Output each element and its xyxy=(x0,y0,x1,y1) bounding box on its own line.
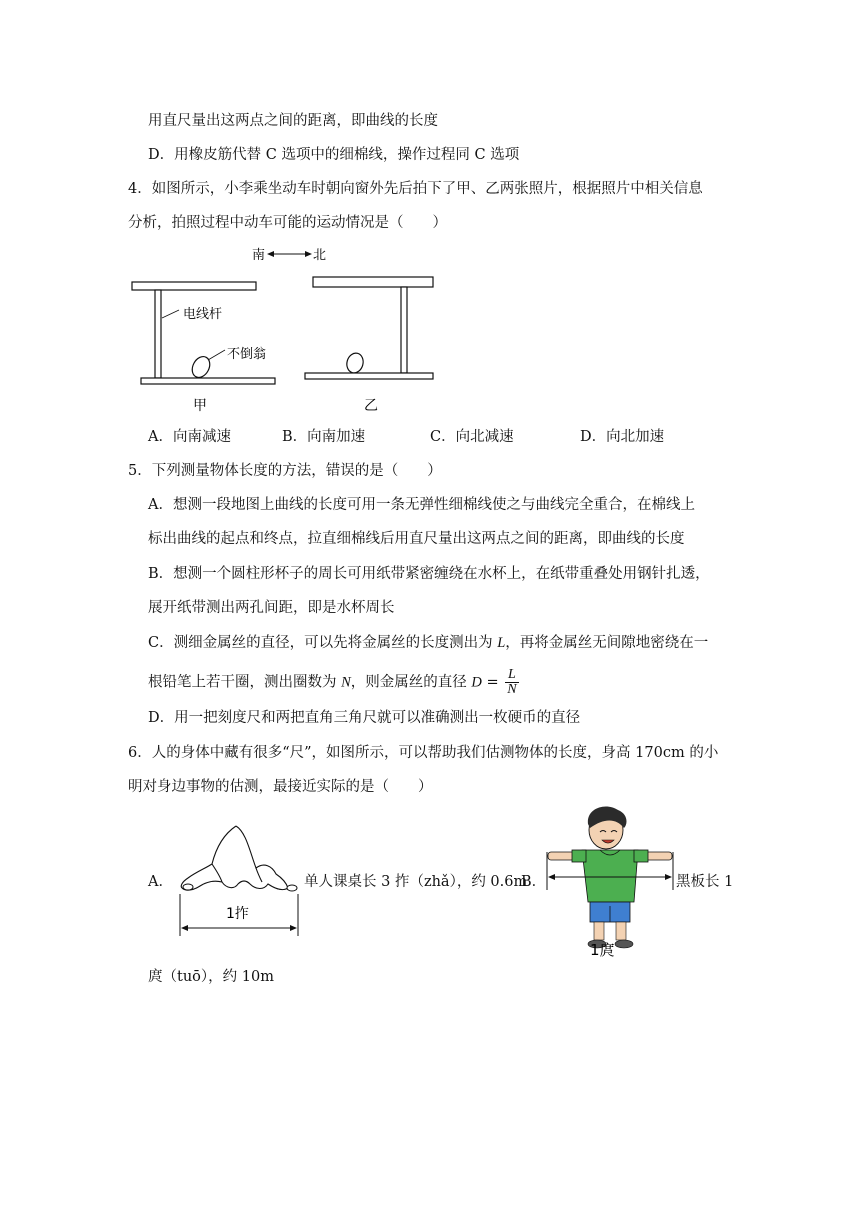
numerator: L xyxy=(505,668,518,683)
q6-stem-line2: 明对身边事物的估测，最接近实际的是（ ） xyxy=(128,779,433,795)
q4-stem-line2: 分析，拍照过程中动车可能的运动情况是（ ） xyxy=(128,215,447,231)
south-label: 南 xyxy=(252,248,266,263)
q6-option-b-continuation: 庹（tuō），约 10m xyxy=(148,969,274,985)
q4-stem-line1: 4．如图所示，小李乘坐动车时朝向窗外先后拍下了甲、乙两张照片，根据照片中相关信息 xyxy=(128,181,703,197)
q3-option-d: D．用橡皮筋代替 C 选项中的细棉线，操作过程同 C 选项 xyxy=(148,147,520,163)
pole-crossbar xyxy=(313,277,433,287)
q4-option-c: C．向北减速 xyxy=(430,429,514,445)
q5-option-b-line2: 展开纸带测出两孔间距，即是水杯周长 xyxy=(148,600,395,616)
photo-jia xyxy=(132,282,275,414)
north-label: 北 xyxy=(313,248,327,263)
arrowhead-south xyxy=(267,251,274,257)
q4-option-a: A．向南减速 xyxy=(148,429,231,445)
pole-label: 电线杆 xyxy=(183,307,223,322)
toy-label: 不倒翁 xyxy=(227,347,267,362)
utility-pole xyxy=(155,290,161,378)
text: ，则金属丝的直径 xyxy=(350,674,472,691)
arm-span-figure xyxy=(542,806,678,960)
q5-option-a-line1: A．想测一段地图上曲线的长度可用一条无弹性细棉线使之与曲线完全重合，在棉线上 xyxy=(148,497,695,513)
photo-yi xyxy=(305,277,433,414)
arrowhead-north xyxy=(305,251,312,257)
q5-option-a-line2: 标出曲线的起点和终点，拉直细棉线后用直尺量出这两点之间的距离，即曲线的长度 xyxy=(148,531,685,547)
q6-option-a-prefix: A． xyxy=(148,874,173,890)
hand-span-figure xyxy=(172,822,304,940)
zha-label: 1拃 xyxy=(226,906,249,922)
pole-leader-line xyxy=(162,310,179,318)
tumbler-toy xyxy=(189,354,213,381)
var-d: D xyxy=(471,674,482,691)
pole-crossbar xyxy=(132,282,256,290)
denominator: N xyxy=(507,682,517,697)
q5-stem: 5．下列测量物体长度的方法，错误的是（ ） xyxy=(128,463,442,479)
q4-option-b: B．向南加速 xyxy=(282,429,366,445)
q4-option-d: D．向北加速 xyxy=(580,429,665,445)
q6-option-b-prefix: B． xyxy=(521,874,547,890)
text: C．测细金属丝的直径，可以先将金属丝的长度测出为 xyxy=(148,635,498,651)
var-l: L xyxy=(497,635,506,651)
q5-option-b-line1: B．想测一个圆柱形杯子的周长可用纸带紧密缠绕在水杯上，在纸带重叠处用钢针扎透， xyxy=(148,566,710,582)
text: ，再将金属丝无间隙地密绕在一 xyxy=(505,635,709,651)
ground-platform xyxy=(141,378,275,384)
text: 根铅笔上若干圈，测出圈数为 xyxy=(148,674,342,691)
caption-yi: 乙 xyxy=(364,398,378,414)
q5-option-c-line1 xyxy=(148,633,708,653)
q6-option-a-text: 单人课桌长 3 拃（zhǎ），约 0.6m xyxy=(304,874,528,890)
tuo-label: 1庹 xyxy=(590,941,615,959)
caption-jia: 甲 xyxy=(193,398,207,414)
var-n: N xyxy=(341,674,351,691)
q4-figure xyxy=(125,240,435,420)
q6-option-b-text: 黑板长 1 xyxy=(676,874,734,890)
toy-leader-line xyxy=(208,350,225,360)
ground-platform xyxy=(305,373,433,379)
q6-stem-line1: 6．人的身体中藏有很多“尺”，如图所示，可以帮助我们估测物体的长度，身高 170cm 的小 xyxy=(128,745,719,761)
q3-option-c-continuation: 用直尺量出这两点之间的距离，即曲线的长度 xyxy=(148,113,438,129)
q5-option-c-line2 xyxy=(148,668,519,697)
q5-option-d: D．用一把刻度尺和两把直角三角尺就可以准确测出一枚硬币的直径 xyxy=(148,710,581,726)
tumbler-toy xyxy=(345,351,366,374)
equals-sign: = xyxy=(481,674,504,691)
fraction-l-over-n xyxy=(505,668,518,697)
utility-pole xyxy=(401,287,407,373)
